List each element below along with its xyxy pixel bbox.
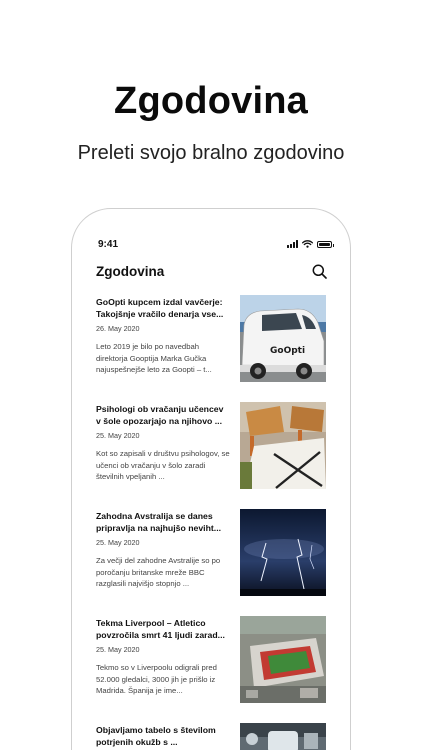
search-button[interactable] xyxy=(310,262,328,280)
article-date: 26. May 2020 xyxy=(96,324,140,333)
article-title[interactable]: Psihologi ob vračanju učencev v šole opozarjajo na njihovo ... xyxy=(96,404,224,426)
battery-icon xyxy=(317,241,332,248)
article-date: 25. May 2020 xyxy=(96,645,140,654)
promo-subtitle: Preleti svojo bralno zgodovino xyxy=(77,142,345,164)
article-item[interactable] xyxy=(96,723,326,750)
article-title[interactable]: Zahodna Avstralija se danes pripravlja na najhujšo neviht... xyxy=(96,511,222,533)
classroom-photo xyxy=(240,402,326,489)
article-thumbnail[interactable] xyxy=(240,509,326,596)
article-title[interactable]: Objavljamo tabelo s številom potrjenih okužb s ... xyxy=(96,725,216,747)
article-excerpt: Kot so zapisali v društvu psihologov, se učenci ob vračanju v šolo zaradi številnih vpeljanih ... xyxy=(96,449,230,481)
search-icon xyxy=(312,264,327,279)
article-list xyxy=(96,295,326,750)
article-excerpt: Tekmo so v Liverpoolu odigrali pred 52.000 gledalci, 3000 jih je prišlo iz Madrida. Španija je ime... xyxy=(96,663,217,695)
article-excerpt: Za večji del zahodne Avstralije so po poročanju britanske mreže BBC razglasili najvišjo stopnjo ... xyxy=(96,556,221,588)
article-thumbnail[interactable] xyxy=(240,402,326,489)
article-text xyxy=(96,509,230,597)
phone-frame xyxy=(71,208,351,750)
signal-icon xyxy=(287,240,298,248)
article-item[interactable] xyxy=(96,295,326,383)
van-logo-text: GoOpti xyxy=(270,346,306,356)
page-title: Zgodovina xyxy=(96,263,165,279)
lab-photo xyxy=(240,723,326,750)
article-date: 25. May 2020 xyxy=(96,431,140,440)
article-item[interactable] xyxy=(96,402,326,490)
article-text xyxy=(96,616,230,704)
article-thumbnail[interactable] xyxy=(240,295,326,382)
app-header xyxy=(96,261,328,281)
article-item[interactable] xyxy=(96,509,326,597)
article-text xyxy=(96,723,230,750)
article-text xyxy=(96,402,230,490)
article-title[interactable]: Tekma Liverpool – Atletico povzročila smrt 41 ljudi zarad... xyxy=(96,618,225,640)
article-excerpt: Leto 2019 je bilo po navedbah direktorja Gooptija Marka Gučka najuspešnejše leto za Goopti – t... xyxy=(96,342,212,374)
article-thumbnail[interactable] xyxy=(240,723,326,750)
promo-title: Zgodovina xyxy=(114,80,308,122)
article-item[interactable] xyxy=(96,616,326,704)
article-date: 25. May 2020 xyxy=(96,538,140,547)
article-title[interactable]: GoOpti kupcem izdal vavčerje: Takojšnje vračilo denarja vse... xyxy=(96,297,224,319)
status-bar xyxy=(98,237,332,251)
lightning-photo xyxy=(240,509,326,596)
article-text xyxy=(96,295,230,383)
status-icons xyxy=(287,240,332,248)
van-photo xyxy=(240,295,326,382)
status-time: 9:41 xyxy=(98,238,119,250)
article-thumbnail[interactable] xyxy=(240,616,326,703)
stadium-photo xyxy=(240,616,326,703)
wifi-icon xyxy=(302,240,313,248)
